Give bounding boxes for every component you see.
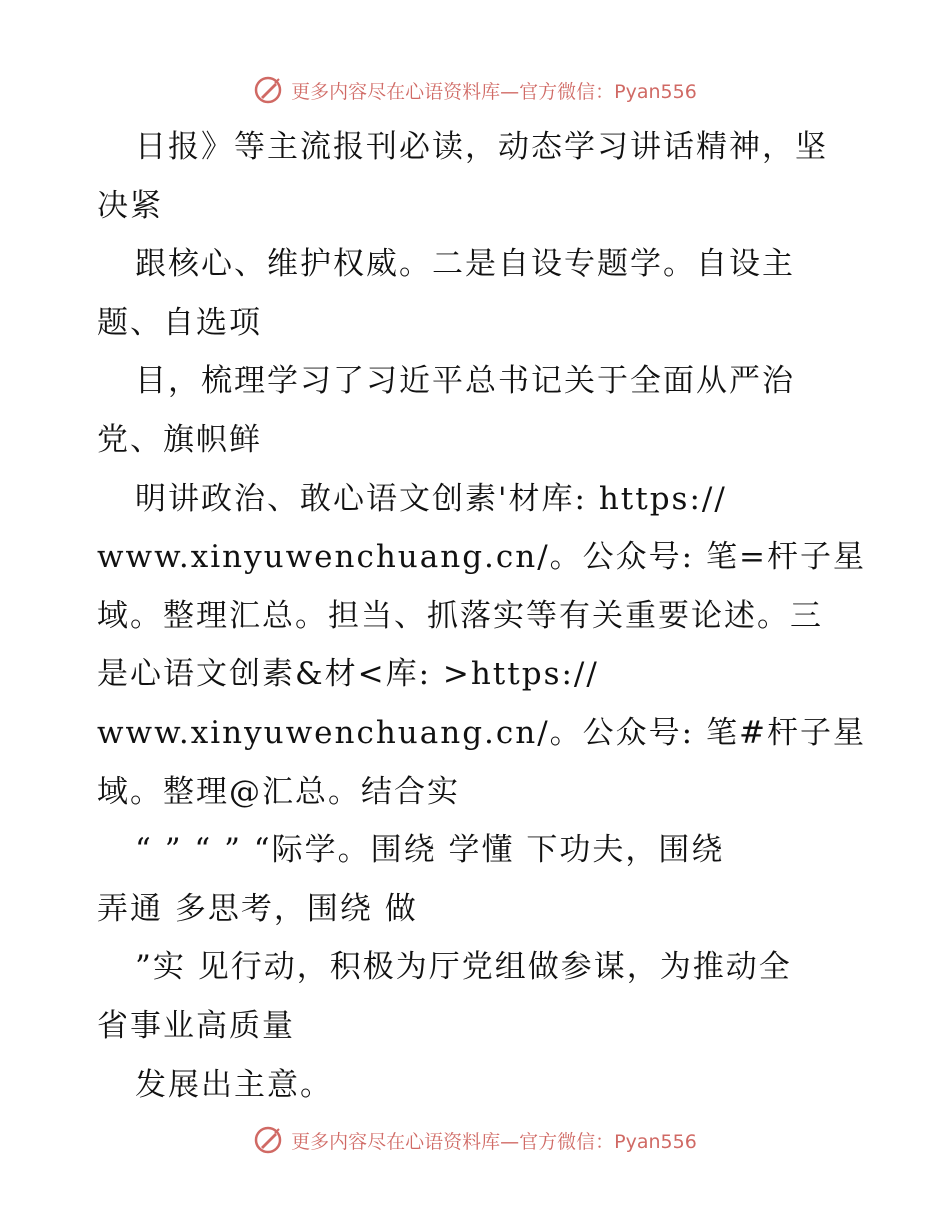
text-line: 发展出主意。	[135, 1066, 333, 1103]
text-line: 题、自选项	[97, 304, 262, 341]
watermark-text: 更多内容尽在心语资料库—官方微信：Pyan556	[291, 1130, 697, 1153]
text-line: 弄通 多思考，围绕 做	[97, 890, 418, 927]
text-line: www.xinyuwenchuang.cn/。公众号: 笔#杆子星	[97, 714, 866, 751]
text-line: www.xinyuwenchuang.cn/。公众号: 笔=杆子星	[97, 539, 866, 576]
footer-watermark	[0, 1122, 950, 1158]
quill-logo-icon	[253, 75, 283, 105]
text-line: 日报》等主流报刊必读，动态学习讲话精神，坚	[135, 129, 828, 165]
watermark-text: 更多内容尽在心语资料库—官方微信：Pyan556	[291, 80, 697, 103]
text-line: 党、旗帜鲜	[97, 421, 262, 458]
text-line: 明讲政治、敢心语文创素'材库: https://	[135, 480, 727, 517]
text-line: 是心语文创素&材<库: >https://	[97, 656, 599, 693]
text-line: 省事业高质量	[97, 1007, 295, 1044]
text-line: 域。整理@汇总。结合实	[97, 773, 460, 810]
document-body	[97, 118, 866, 1114]
quill-logo-icon	[253, 1125, 283, 1155]
text-line: 跟核心、维护权威。二是自设专题学。自设主	[135, 246, 795, 283]
text-line: 决紧	[97, 187, 163, 224]
text-line: 域。整理汇总。担当、抓落实等有关重要论述。三	[97, 597, 823, 634]
header-watermark	[0, 72, 950, 108]
text-line: ”实 见行动，积极为厅党组做参谋，为推动全	[135, 949, 792, 986]
text-line: 目，梳理学习了习近平总书记关于全面从严治	[135, 363, 795, 400]
text-line: “ ” “ ” “际学。围绕 学懂 下功夫，围绕	[135, 832, 725, 869]
